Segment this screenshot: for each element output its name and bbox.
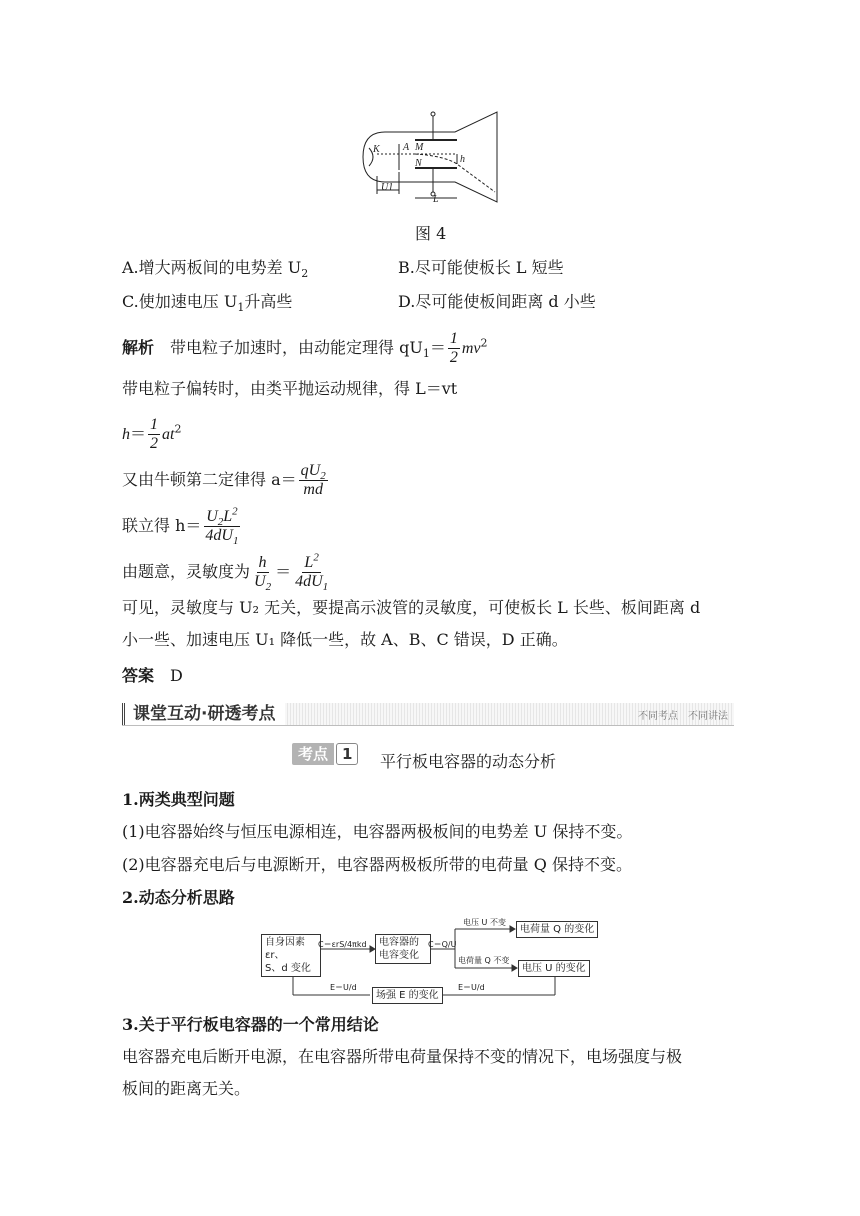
solution-line-3: h＝ $\frac{1}{2}$ $at^2$ — [122, 416, 182, 452]
section-banner — [122, 703, 734, 726]
kaodian-badge — [292, 743, 358, 765]
kaodian-badge-label: 考点 — [292, 743, 334, 765]
label-n: N — [415, 158, 422, 169]
label-m: M — [415, 142, 424, 153]
section1-item2: (2)电容器充电后与电源断开，电容器两极板所带的电荷量 Q 保持不变。 — [122, 855, 632, 874]
section1-heading: 1.两类典型问题 — [122, 790, 235, 809]
solution-line-7: 可见，灵敏度与 U₂ 无关，要提高示波管的灵敏度，可使板长 L 长些、板间距离 d — [122, 598, 701, 617]
label-k: K — [373, 144, 380, 155]
flow-box-factors: 自身因素 εr、 S、d 变化 — [261, 934, 321, 977]
flow-label-e-right: E＝U/d — [458, 983, 485, 992]
section3-body-1: 电容器充电后断开电源，在电容器所带电荷量保持不变的情况下，电场强度与极 — [122, 1047, 683, 1066]
solution-line-4: 又由牛顿第二定律得 a＝ $\frac{qU_2}{md}$ — [122, 462, 326, 498]
solution-line-5: 联立得 h＝ $\frac{U_2L^2}{4dU_1}$ — [122, 505, 239, 548]
solution-label: 解析 — [122, 338, 155, 357]
label-h: h — [460, 154, 465, 165]
answer — [122, 666, 183, 686]
flow-label-capacitance-formula: C＝εrS/4πkd — [318, 940, 367, 949]
kaodian-badge-number: 1 — [336, 743, 358, 765]
oscilloscope-tube-figure — [355, 110, 505, 205]
option-a: A.增大两板间的电势差 $U_2$ — [122, 258, 309, 281]
flow-box-charge: 电荷量 Q 的变化 — [516, 921, 598, 938]
flow-label-cq: C＝Q/U — [428, 940, 457, 949]
solution-line-8: 小一些、加速电压 U₁ 降低一些，故 A、B、C 错误，D 正确。 — [122, 630, 568, 649]
answer-value: D — [170, 666, 183, 685]
section1-item1: (1)电容器始终与恒压电源相连，电容器两极板间的电势差 U 保持不变。 — [122, 822, 633, 841]
option-d: D.尽可能使板间距离 d 小些 — [398, 292, 596, 311]
answer-label: 答案 — [122, 666, 155, 685]
option-b: B.尽可能使板长 L 短些 — [398, 258, 564, 277]
flow-box-field: 场强 E 的变化 — [372, 987, 443, 1004]
flow-label-u-constant: 电压 U 不变 — [463, 918, 506, 927]
figure-caption: 图 4 — [415, 224, 447, 243]
label-a: A — [403, 142, 410, 153]
section2-heading: 2.动态分析思路 — [122, 888, 235, 907]
flow-box-capacitance: 电容器的 电容变化 — [375, 934, 431, 964]
section3-heading: 3.关于平行板电容器的一个常用结论 — [122, 1015, 379, 1034]
label-u1: U1 — [381, 182, 394, 193]
flow-box-voltage: 电压 U 的变化 — [518, 960, 590, 977]
solution-line-2: 带电粒子偏转时，由类平抛运动规律，得 L＝vt — [122, 379, 458, 398]
solution-line-6: 由题意，灵敏度为 $\frac{h}{U_2}$ ＝ $\frac{L^2}{4dU_1}$ — [122, 551, 329, 594]
option-c: C.使加速电压 $U_1$升高些 — [122, 292, 293, 315]
banner-subtitle: 不同考点 不同讲法 — [638, 711, 728, 722]
flow-label-e-left: E＝U/d — [330, 983, 357, 992]
kaodian-title: 平行板电容器的动态分析 — [380, 752, 557, 771]
banner-title: 课堂互动·研透考点 — [122, 703, 285, 725]
section3-body-2: 板间的距离无关。 — [122, 1079, 251, 1098]
label-l: L — [433, 194, 439, 205]
solution-line-1: 解析 带电粒子加速时，由动能定理得 $qU_1=$ $\frac{1}{2}$ $mv^2$ — [122, 330, 488, 366]
flow-label-q-constant: 电荷量 Q 不变 — [458, 956, 510, 965]
